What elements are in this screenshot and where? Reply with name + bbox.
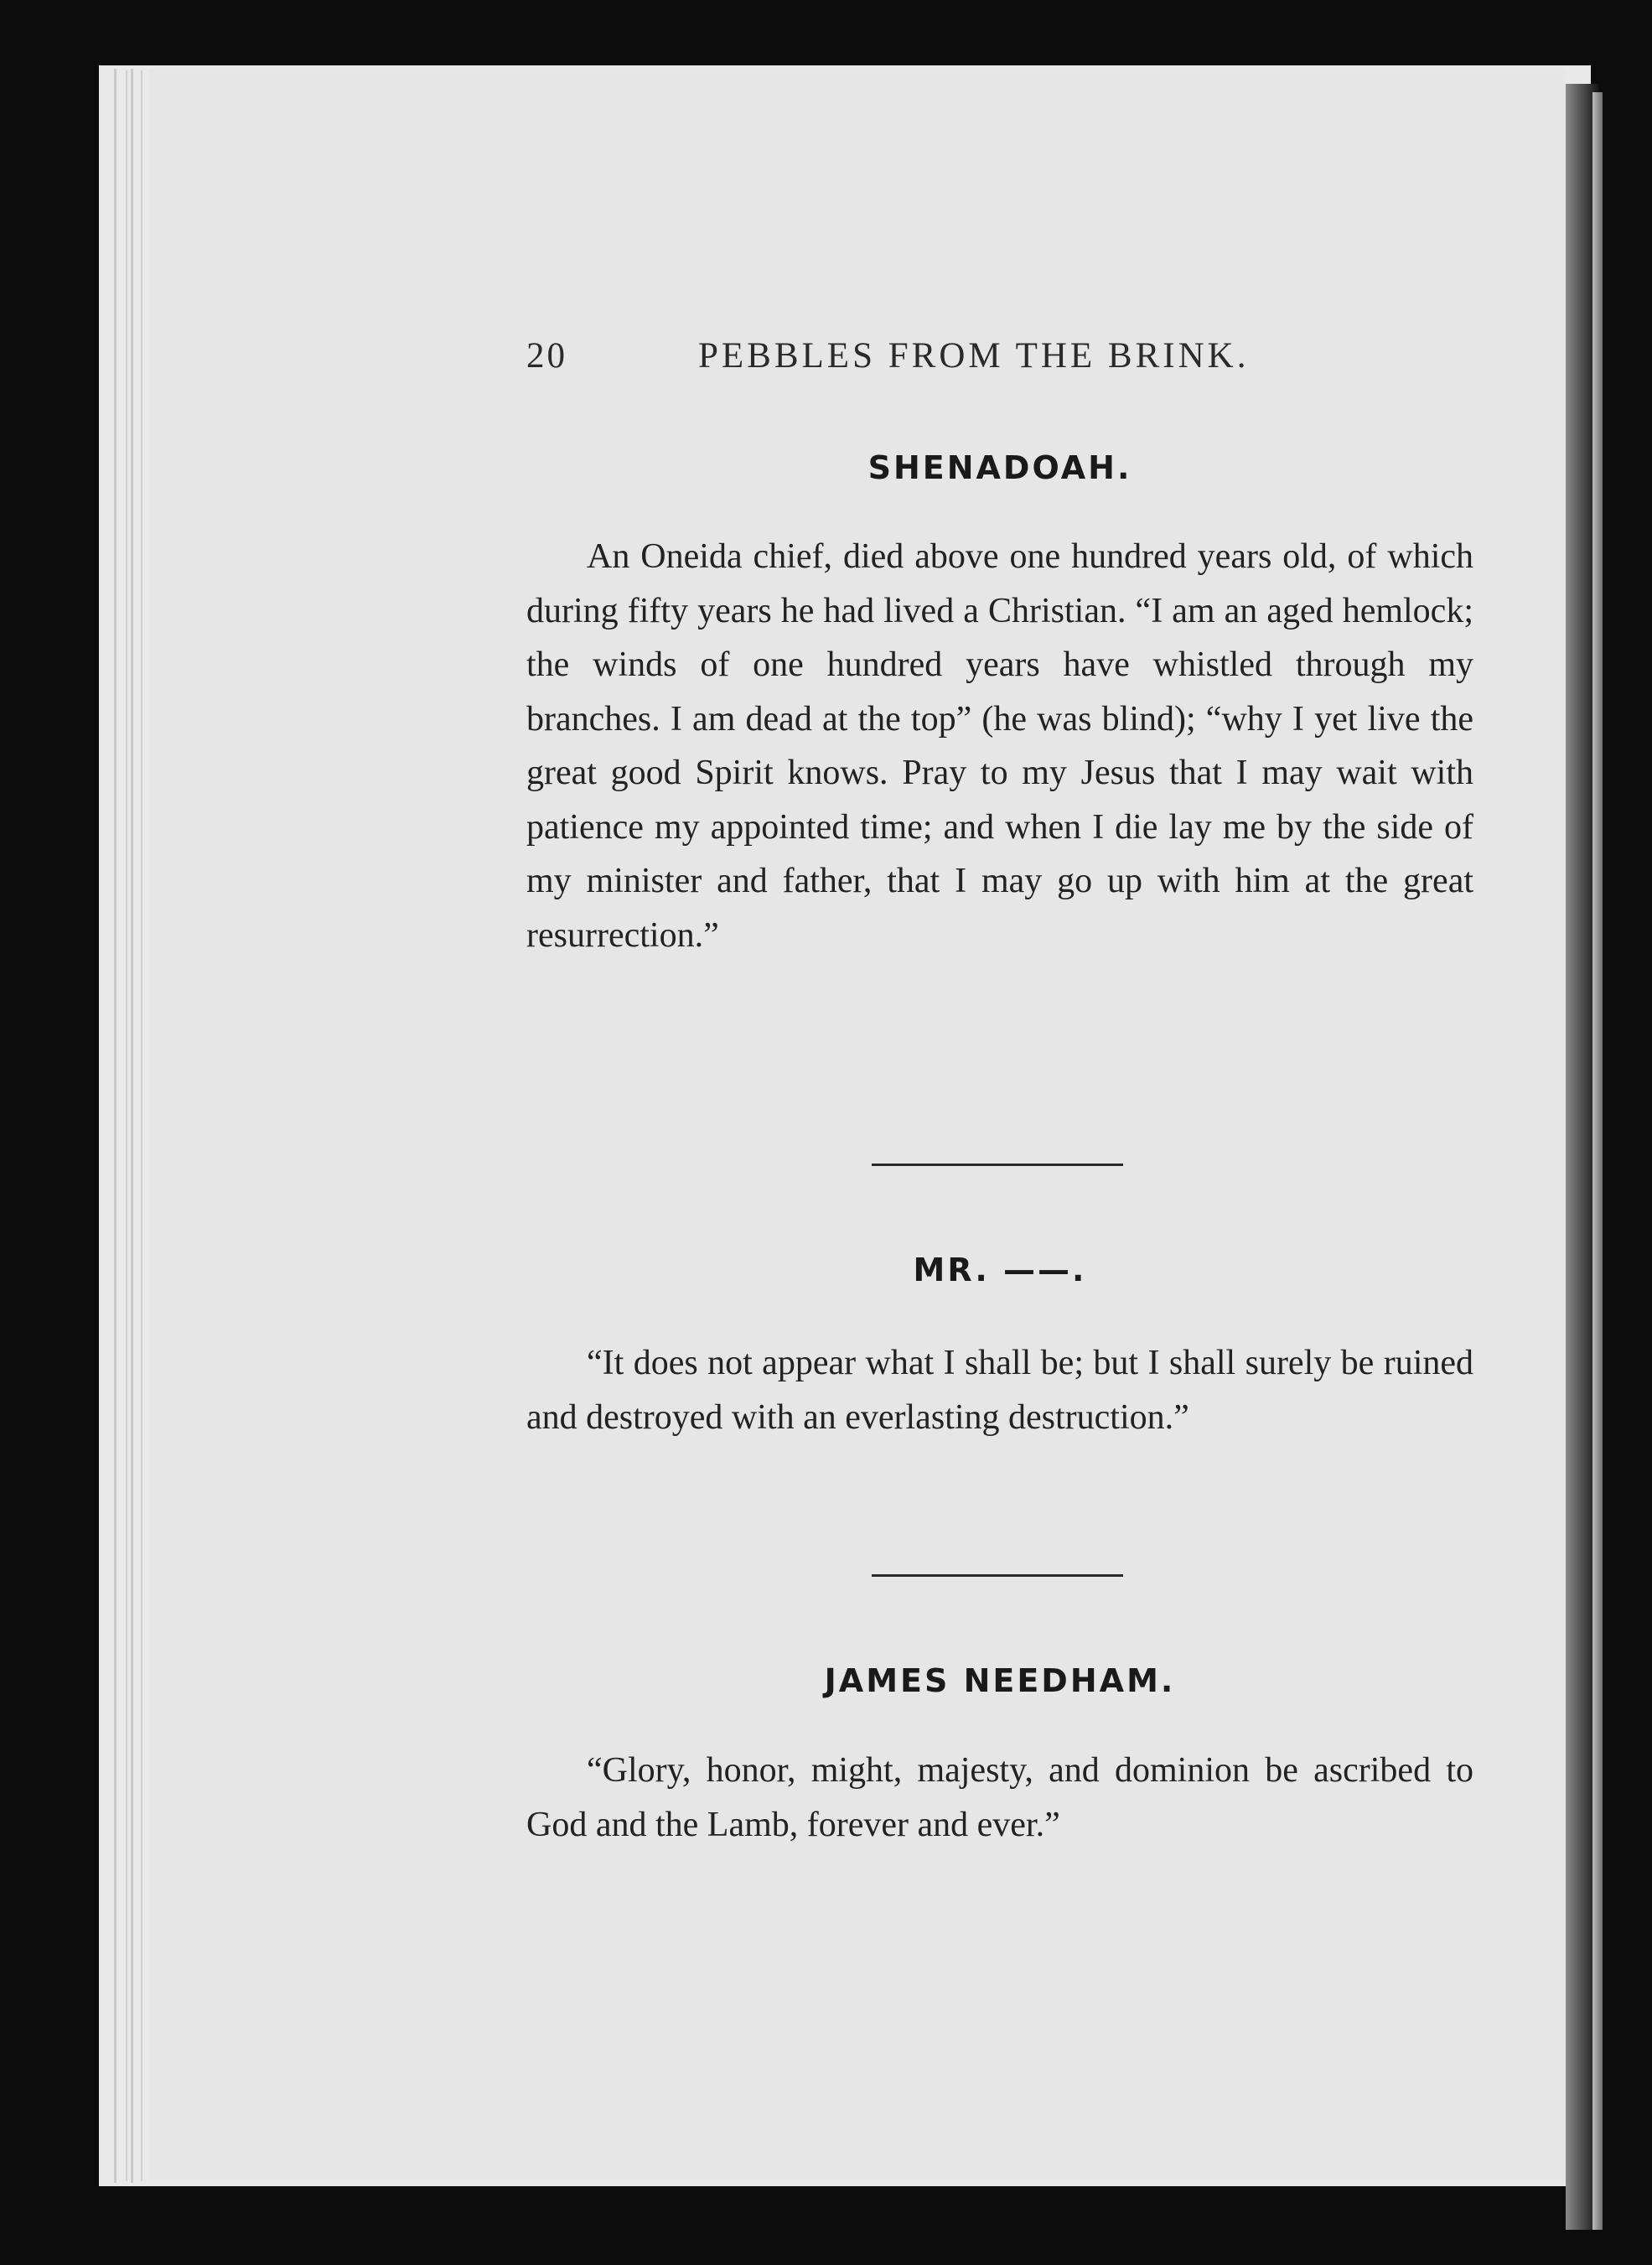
page-edge-line bbox=[141, 70, 142, 2181]
book-page bbox=[149, 69, 1566, 2181]
page-edge-line bbox=[126, 70, 127, 2181]
section-text-mr: “It does not appear what I shall be; but I shall surely be ruined and destroyed with an everlasting destruction.” bbox=[526, 1344, 1473, 1437]
section-text-james-needham: “Glory, honor, might, majesty, and dominion be ascribed to God and the Lamb, forever and ever.” bbox=[526, 1751, 1473, 1844]
section-heading-shenadoah: SHENADOAH. bbox=[867, 449, 1132, 486]
page-number: 20 bbox=[526, 336, 567, 376]
page-header bbox=[526, 335, 1473, 386]
section-divider bbox=[872, 1574, 1123, 1577]
book-spine-edge bbox=[1592, 92, 1603, 2230]
section-divider bbox=[872, 1164, 1123, 1166]
section-text-shenadoah: An Oneida chief, died above one hundred years old, of which during fifty years he had lived a Christian. “I am an aged hemlock; the winds of one hundred years have whistled through my branches. I am dead at the top” (he was blind); “why I yet live the great good Spirit knows. Pray to my Jesus that I may wait with patience my appointed time; and when I die lay me by the side of my minister and father, that I may go up with him at the great resurrection.” bbox=[526, 537, 1473, 955]
section-heading-mr: MR. ——. bbox=[913, 1252, 1087, 1288]
section-heading-james-needham: JAMES NEEDHAM. bbox=[824, 1662, 1176, 1699]
running-title: PEBBLES FROM THE BRINK. bbox=[698, 336, 1250, 376]
